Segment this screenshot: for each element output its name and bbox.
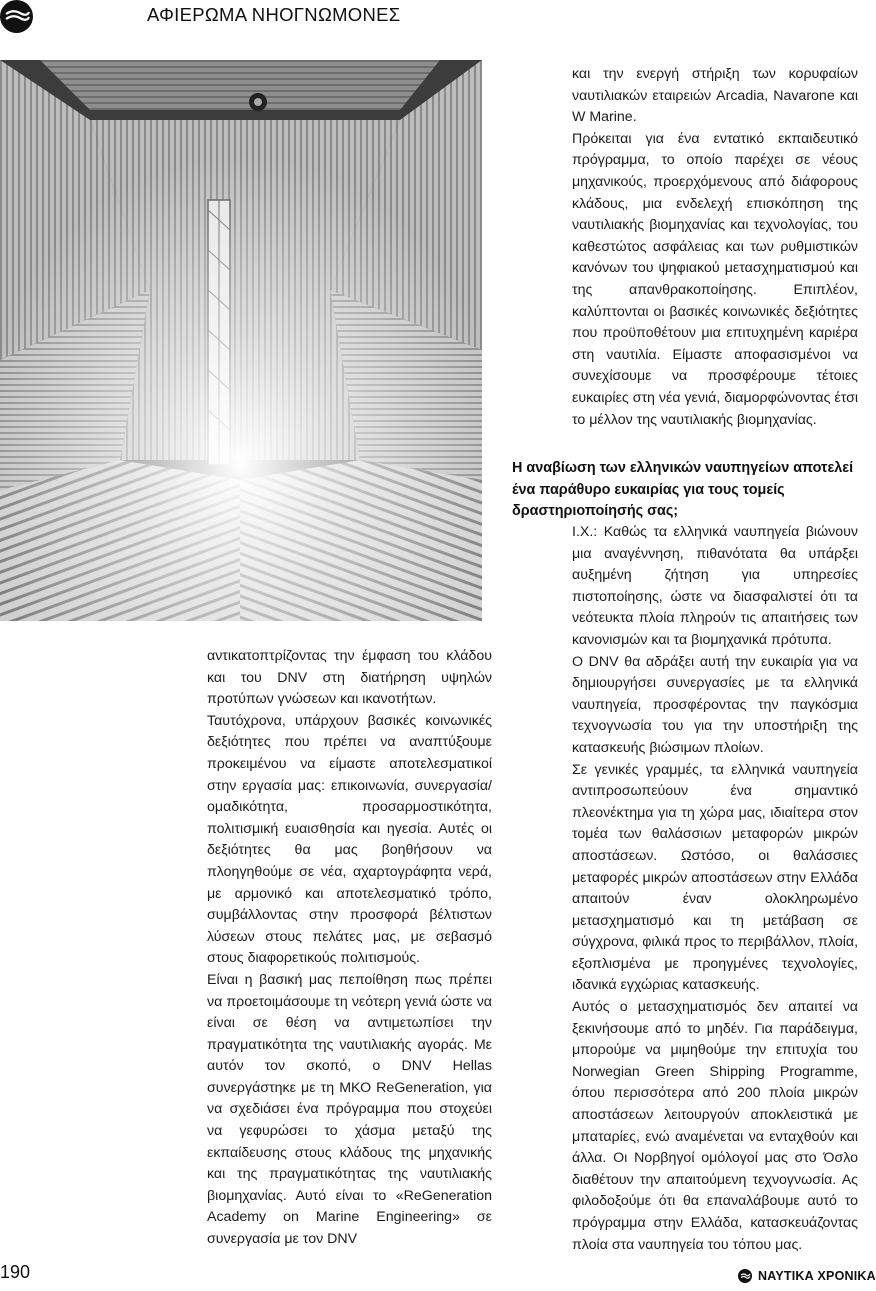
header-logo-icon <box>0 0 33 33</box>
wave-logo-icon <box>738 1269 752 1283</box>
paragraph: Σε γενικές γραμμές, τα ελληνικά ναυπηγεία αντιπροσωπεύουν ένα σημαντικό πλεονέκτημα για τη χώρα μας, ιδιαίτερα στον τομέα των θαλάσσιων μεταφορών μικρών αποστάσεων. Ωστόσο, οι θαλάσσιες μεταφορές μικρών αποστάσεων στην Ελλάδα απαιτούν έναν ολοκληρωμένο μετασχηματισμό και τη μετάβαση σε σύγχρονα, φιλικά προς το περιβάλλον, πλοία, εξοπλισμένα με προηγμένες τεχνολογίες, ιδανικά εγχώριας κατασκευής. <box>572 761 859 994</box>
paragraph: και την ενεργή στήριξη των κορυφαίων ναυτιλιακών εταιρειών Arcadia, Navarone και W Marine. <box>572 66 858 126</box>
left-column <box>207 646 492 1251</box>
interview-answer <box>572 522 858 1256</box>
section-title: ΑΦΙΕΡΩΜΑ ΝΗΟΓΝΩΜΟΝΕΣ <box>147 4 401 25</box>
magazine-name: ΝΑΥΤΙΚΑ ΧΡΟΝΙΚΑ <box>758 1269 876 1283</box>
cargo-tank-photo <box>0 60 482 621</box>
paragraph: Είναι η βασική μας πεποίθηση πως πρέπει να προετοιμάσουμε τη νεότερη γενιά ώστε να είναι σε θέση να αντιμετωπίσει την πραγματικότητα της ναυτιλιακής αγοράς. Με αυτόν τον σκοπό, ο DNV Hellas συνεργάστηκε με τη ΜΚΟ ReGeneration, για να σχεδιάσει ένα πρόγραμμα που στοχεύει να γεφυρώσει το χάσμα μεταξύ της εκπαίδευσης στους κλάδους της μηχανικής και της πραγματικότητας της ναυτιλιακής βιομηχανίας. Αυτό είναι το «ReGeneration Academy on Marine Engineering» σε συνεργασία με τον DNV <box>207 971 492 1248</box>
paragraph: Ταυτόχρονα, υπάρχουν βασικές κοινωνικές δεξιότητες που πρέπει να αναπτύξουμε προκειμένου να είμαστε αποτελεσματικοί στην εργασία μας: επικοινωνία, συνεργασία/ομαδικότητα, προσαρμοστικότητα, πολιτισμική ευαισθησία και ηγεσία. Αυτές οι δεξιότητες θα μας βοηθήσουν να πλοηγηθούμε σε νέα, αχαρτογράφητα νερά, με αρμονικό και αποτελεσματικό τρόπο, συμβάλλοντας στην προσφορά βέλτιστων λύσεων στους πελάτες μας, με σεβασμό στους διαφορετικούς πολιτισμούς. <box>207 712 492 967</box>
paragraph: αντικατοπτρίζοντας την έμφαση του κλάδου και του DNV στη διατήρηση υψηλών προτύπων γνώσεων και ικανοτήτων. <box>207 648 492 708</box>
paragraph: Ι.Χ.: Καθώς τα ελληνικά ναυπηγεία βιώνουν μια αναγέννηση, πιθανότατα θα υπάρξει αυξημένη ζήτηση για υπηρεσίες πιστοποίησης, ώστε να διασφαλιστεί ότι τα νεότευκτα πλοία πληρούν τις απαιτήσεις των κανονισμών και τα βιομηχανικά πρότυπα. <box>572 524 858 648</box>
interview-question: Η αναβίωση των ελληνικών ναυπηγείων αποτελεί ένα παράθυρο ευκαιρίας για τους τομείς δραστηριοποίησής σας; <box>512 460 854 520</box>
paragraph: Πρόκειται για ένα εντατικό εκπαιδευτικό πρόγραμμα, το οποίο παρέχει σε νέους μηχανικούς, προερχόμενους από διάφορους κλάδους, μια ενδελεχή επισκόπηση της ναυτιλιακής βιομηχανίας και τεχνολογίας, του καθεστώτος ασφάλειας και των ρυθμιστικών κανόνων του ψηφιακού μετασχηματισμού και της απανθρακοποίησης. Επιπλέον, καλύπτονται οι βασικές κοινωνικές δεξιότητες που προϋποθέτουν μια επιτυχημένη καριέρα στη ναυτιλία. Είμαστε αποφασισμένοι να συνεχίσουμε να προσφέρουμε τέτοιες ευκαιρίες στη νέα γενιά, διαμορφώνοντας έτσι το μέλλον της ναυτιλιακής βιομηχανίας. <box>572 130 858 428</box>
paragraph: Ο DNV θα αδράξει αυτή την ευκαιρία για να δημιουργήσει συνεργασίες με τα ελληνικά ναυπηγεία, προσφέροντας την παγκόσμια τεχνογνωσία του για την υποστήριξη της κατασκευής βιώσιμων πλοίων. <box>572 653 858 756</box>
right-column <box>572 64 858 431</box>
page-number: 190 <box>0 1262 31 1282</box>
footer-brand <box>738 1269 876 1283</box>
paragraph: Αυτός ο μετασχηματισμός δεν απαιτεί να ξεκινήσουμε από το μηδέν. Για παράδειγμα, μπορούμε να μιμηθούμε την επιτυχία του Norwegian Green Shipping Programme, όπου περισσότερα από 200 πλοία μικρών αποστάσεων λειτουργούν αποκλειστικά με μπαταρίες, ενώ αναμένεται να ενταχθούν και άλλα. Οι Νορβηγοί ομόλογοί μας στο Όσλο διαθέτουν την απαιτούμενη τεχνογνωσία. Ας φιλοδοξούμε ότι θα επαναλάβουμε αυτό το πρόγραμμα στην Ελλάδα, κατασκευάζοντας πλοία στα ναυπηγεία του τόπου μας. <box>572 999 858 1253</box>
